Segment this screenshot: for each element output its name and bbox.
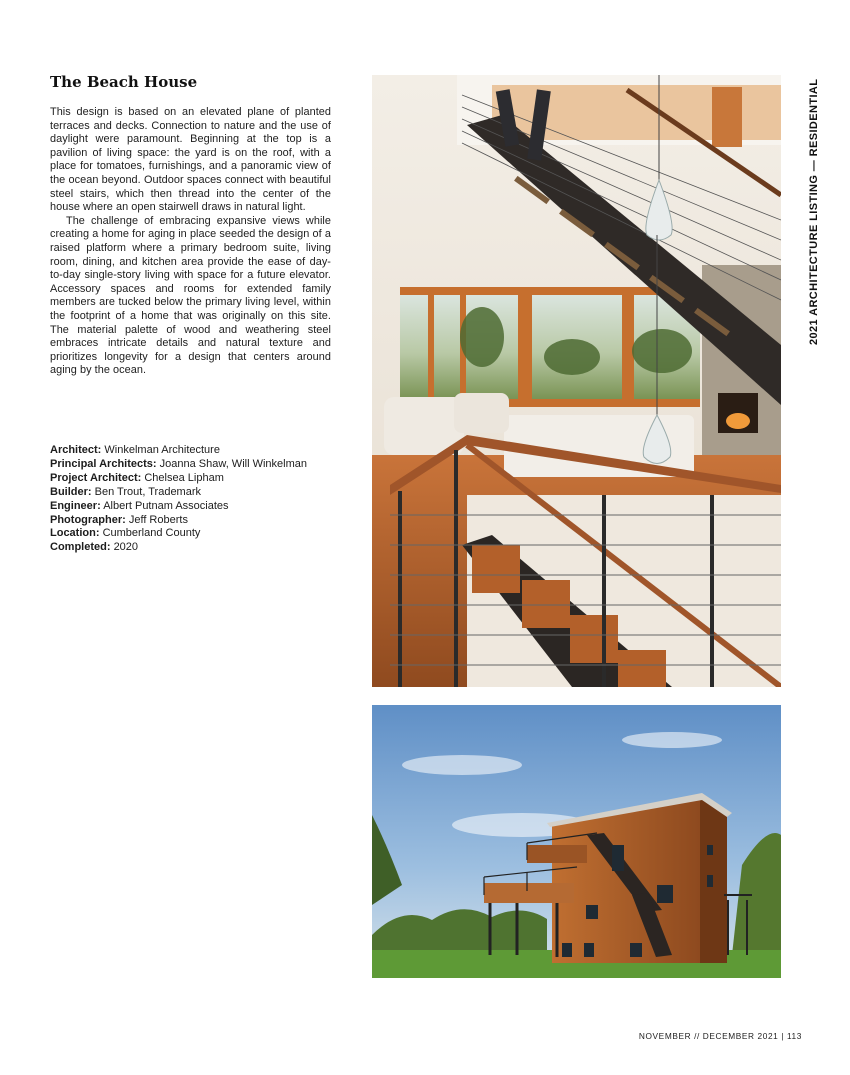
article-body xyxy=(50,106,331,378)
credit-builder xyxy=(50,486,350,500)
credit-label: Builder: xyxy=(50,485,92,498)
credit-photographer xyxy=(50,514,350,528)
credit-value: Joanna Shaw, Will Winkelman xyxy=(159,457,307,470)
credit-label: Location: xyxy=(50,527,100,540)
page-footer: NOVEMBER // DECEMBER 2021 | 113 xyxy=(638,1031,802,1041)
credit-value: Ben Trout, Trademark xyxy=(94,485,202,498)
credit-value: Winkelman Architecture xyxy=(104,444,220,456)
credit-architect xyxy=(50,444,350,458)
paragraph-2: The challenge of embracing expansive views while creating a home for aging in place seeded the design of a raised platform where a primary bedroom suite, living room, dining, and kitchen area provide the ease of day-to-day single-story living with space for a future elevator. Accessory spaces and rooms for extended family members are tucked below the primary living level, within the footprint of a home that was originally on this site. The material palette of wood and weathering steel embraces intricate details and natural texture and prioritizes longevity for a design that centers around aging by the ocean. xyxy=(50,214,331,377)
credit-label: Architect: xyxy=(50,444,102,456)
credit-label: Project Architect: xyxy=(50,471,142,484)
credit-project-architect xyxy=(50,472,350,486)
paragraph-1: This design is based on an elevated plane of planted terraces and decks. Connection to nature and the use of daylight were paramount. Beginning at the top is a pavilion of living space: the yard is on the roof, with a place for tomatoes, furnishings, and a panoramic view of the ocean beyond. Outdoor spaces connect with beautiful steel stairs, which then thread into the center of the house where an open stairwell draws in natural light. xyxy=(50,106,331,214)
exterior-house-photo xyxy=(372,705,781,978)
credit-principal-architects xyxy=(50,458,350,472)
credit-value: 2020 xyxy=(113,541,139,554)
credit-label: Engineer: xyxy=(50,499,101,512)
credit-value: Jeff Roberts xyxy=(128,513,188,526)
credit-completed xyxy=(50,541,350,555)
project-credits xyxy=(50,444,350,555)
credit-label: Completed: xyxy=(50,541,111,554)
credit-label: Principal Architects: xyxy=(50,457,157,470)
interior-stair-photo xyxy=(372,75,781,687)
credit-location xyxy=(50,527,350,541)
credit-label: Photographer: xyxy=(50,513,126,526)
credit-value: Chelsea Lipham xyxy=(144,471,224,484)
section-side-label xyxy=(799,75,820,345)
credit-value: Albert Putnam Associates xyxy=(103,499,229,512)
credit-engineer xyxy=(50,500,350,514)
credit-value: Cumberland County xyxy=(102,527,201,540)
article-title: The Beach House xyxy=(50,73,198,91)
side-label-text: 2021 ARCHITECTURE LISTING — RESIDENTIAL xyxy=(808,78,820,345)
